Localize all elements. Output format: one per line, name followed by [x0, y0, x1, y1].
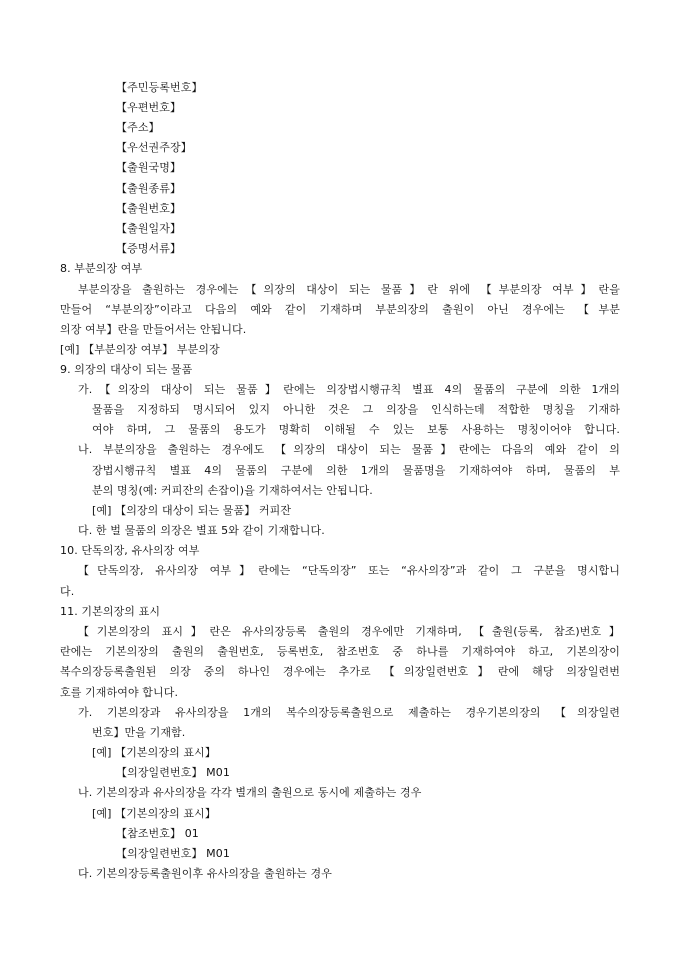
example-9: [예] 【의장의 대상이 되는 물품】 커피잔 — [92, 504, 292, 517]
list-item-address: 【주소】 — [116, 121, 160, 134]
item-11-na: 나. 기본의장과 유사의장을 각각 별개의 출원으로 동시에 제출하는 경우 — [78, 786, 422, 799]
list-item-jumin: 【주민등록번호】 — [116, 81, 203, 94]
list-item-filing-country: 【출원국명】 — [116, 161, 182, 174]
section-heading-8: 8. 부분의장 여부 — [60, 262, 143, 275]
list-item-proof-docs: 【증명서류】 — [116, 242, 182, 255]
section-heading-11: 11. 기본의장의 표시 — [60, 605, 161, 618]
list-item-postal: 【우편번호】 — [116, 101, 182, 114]
item-11-ga-line-2: 번호】만을 기재함. — [92, 726, 186, 739]
paragraph-11-line-4: 호를 기재하여야 합니다. — [60, 686, 179, 699]
example-11-ga: [예] 【기본의장의 표시】 — [92, 746, 216, 759]
list-item-filing-type: 【출원종류】 — [116, 182, 182, 195]
paragraph-11-line-2: 란에는 기본의장의 출원의 출원번호, 등록번호, 참조번호 중 하나를 기재하여야 하고, 기본의장이 — [60, 645, 620, 658]
list-item-priority-claim: 【우선권주장】 — [116, 141, 192, 154]
paragraph-8-line-3: 의장 여부】란을 만들어서는 안됩니다. — [60, 323, 247, 336]
item-9-na-line-2: 장법시행규칙 별표 4의 물품의 구분에 의한 1개의 물품명을 기재하여야 하며, 물품의 부 — [92, 464, 620, 477]
example-11-ga-serial: 【의장일련번호】 M01 — [116, 766, 230, 779]
section-heading-10: 10. 단독의장, 유사의장 여부 — [60, 544, 200, 557]
item-11-ga-line-1: 가. 기본의장과 유사의장을 1개의 복수의장등록출원으로 제출하는 경우기본의장의 【의장일련 — [78, 706, 620, 719]
list-item-filing-date: 【출원일자】 — [116, 222, 182, 235]
list-item-filing-number: 【출원번호】 — [116, 202, 182, 215]
paragraph-8-line-2: 만들어 “부분의장”이라고 다음의 예와 같이 기재하며 부분의장의 출원이 아닌 경우에는 【부분 — [60, 303, 620, 316]
item-9-na-line-3: 분의 명칭(예: 커피잔의 손잡이)을 기재하여서는 안됩니다. — [92, 484, 373, 497]
paragraph-10-line-1: 【단독의장, 유사의장 여부】란에는 “단독의장” 또는 “유사의장”과 같이 그 구분을 명시합니 — [78, 564, 620, 577]
example-11-na: [예] 【기본의장의 표시】 — [92, 807, 216, 820]
item-11-da: 다. 기본의장등록출원이후 유사의장을 출원하는 경우 — [78, 867, 332, 880]
item-9-ga-line-2: 물품을 지정하되 명시되어 있지 아니한 것은 그 의장을 인식하는데 적합한 명칭을 기재하 — [92, 403, 620, 416]
item-9-da: 다. 한 벌 물품의 의장은 별표 5와 같이 기재합니다. — [78, 524, 325, 537]
paragraph-11-line-3: 복수의장등록출원된 의장 중의 하나인 경우에는 추가로 【의장일련번호】란에 해당 의장일련번 — [60, 665, 620, 678]
example-11-na-ref: 【참조번호】 01 — [116, 827, 199, 840]
paragraph-10-line-2: 다. — [60, 585, 75, 598]
paragraph-8-line-1: 부분의장을 출원하는 경우에는【의장의 대상이 되는 물품】란 위에 【부분의장 여부】란을 — [78, 283, 620, 296]
section-heading-9: 9. 의장의 대상이 되는 물품 — [60, 363, 193, 376]
example-11-na-serial: 【의장일련번호】 M01 — [116, 847, 230, 860]
example-8: [예] 【부분의장 여부】 부분의장 — [60, 343, 220, 356]
item-9-ga-line-3: 여야 하며, 그 물품의 용도가 명확히 이해될 수 있는 보통 사용하는 명칭이어야 합니다. — [92, 423, 620, 436]
item-9-na-line-1: 나. 부분의장을 출원하는 경우에도 【의장의 대상이 되는 물품】란에는 다음의 예와 같이 의 — [78, 443, 620, 456]
paragraph-11-line-1: 【기본의장의 표시】란은 유사의장등록 출원의 경우에만 기재하며, 【출원(등록, 참조)번호】 — [78, 625, 620, 638]
item-9-ga-line-1: 가.【의장의 대상이 되는 물품】란에는 의장법시행규칙 별표 4의 물품의 구분에 의한 1개의 — [78, 383, 620, 396]
